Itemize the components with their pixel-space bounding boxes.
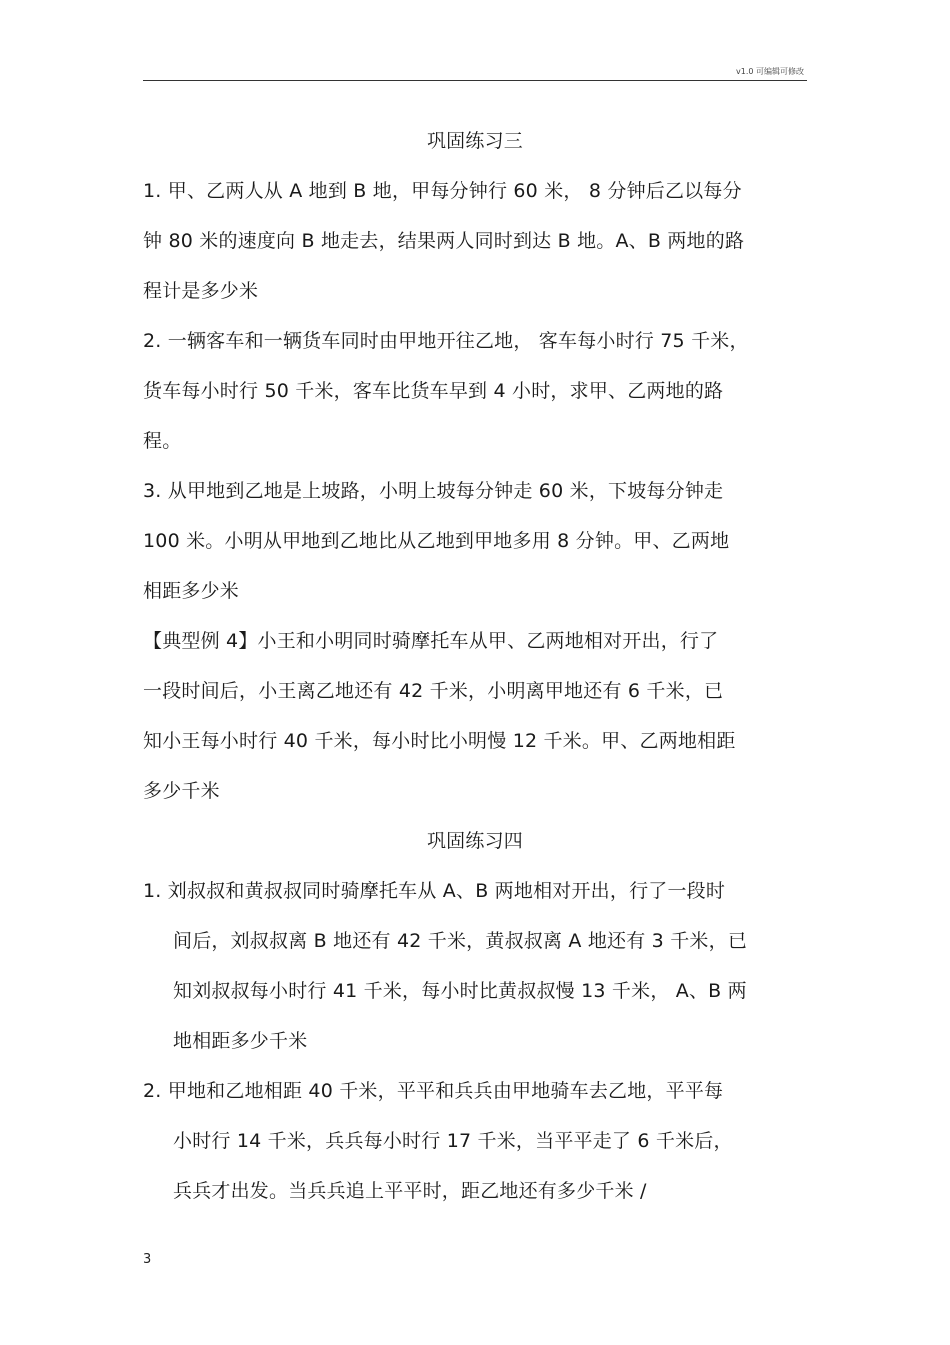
typical-example-4	[143, 616, 823, 816]
header-divider	[143, 80, 807, 81]
problem-line: 间后，刘叔叔离 B 地还有 42 千米，黄叔叔离 A 地还有 3 千米，已	[173, 930, 748, 952]
problem-line: 相距多少米	[143, 580, 240, 602]
problem-3-2	[143, 316, 823, 466]
problem-3-3	[143, 466, 823, 616]
example-line: 一段时间后，小王离乙地还有 42 千米，小明离甲地还有 6 千米，已	[143, 680, 724, 702]
problem-line: 程计是多少米	[143, 280, 259, 302]
page-number: 3	[143, 1252, 152, 1267]
example-line: 多少千米	[143, 780, 220, 802]
problem-line: 2. 一辆客车和一辆货车同时由甲地开往乙地， 客车每小时行 75 千米，	[143, 330, 749, 352]
problem-line: 3. 从甲地到乙地是上坡路，小明上坡每分钟走 60 米，下坡每分钟走	[143, 480, 724, 502]
example-line: 【典型例 4】小王和小明同时骑摩托车从甲、乙两地相对开出，行了	[143, 630, 719, 652]
problem-line: 知刘叔叔每小时行 41 千米，每小时比黄叔叔慢 13 千米， A、B 两	[173, 980, 747, 1002]
section-title-practice-three: 巩固练习三	[426, 130, 523, 152]
problem-3-1	[143, 166, 823, 316]
problem-line: 地相距多少千米	[173, 1030, 308, 1052]
problem-line: 程。	[143, 430, 182, 452]
problem-line: 1. 甲、乙两人从 A 地到 B 地，甲每分钟行 60 米， 8 分钟后乙以每分	[143, 180, 742, 202]
problem-line: 货车每小时行 50 千米，客车比货车早到 4 小时，求甲、乙两地的路	[143, 380, 724, 402]
document-body	[143, 116, 823, 1216]
problem-line: 100 米。小明从甲地到乙地比从乙地到甲地多用 8 分钟。甲、乙两地	[143, 530, 730, 552]
header-version-note: v1.0 可编辑可修改	[736, 67, 804, 76]
problem-4-1	[143, 866, 823, 1066]
problem-line: 1. 刘叔叔和黄叔叔同时骑摩托车从 A、B 两地相对开出，行了一段时	[143, 880, 726, 902]
section-title-practice-four: 巩固练习四	[426, 830, 523, 852]
problem-line: 2. 甲地和乙地相距 40 千米，平平和兵兵由甲地骑车去乙地，平平每	[143, 1080, 724, 1102]
problem-line: 小时行 14 千米，兵兵每小时行 17 千米，当平平走了 6 千米后，	[173, 1130, 733, 1152]
problem-line: 钟 80 米的速度向 B 地走去，结果两人同时到达 B 地。A、B 两地的路	[143, 230, 745, 252]
problem-line: 兵兵才出发。当兵兵追上平平时，距乙地还有多少千米 /	[173, 1180, 647, 1202]
problem-4-2	[143, 1066, 823, 1216]
example-line: 知小王每小时行 40 千米，每小时比小明慢 12 千米。甲、乙两地相距	[143, 730, 736, 752]
